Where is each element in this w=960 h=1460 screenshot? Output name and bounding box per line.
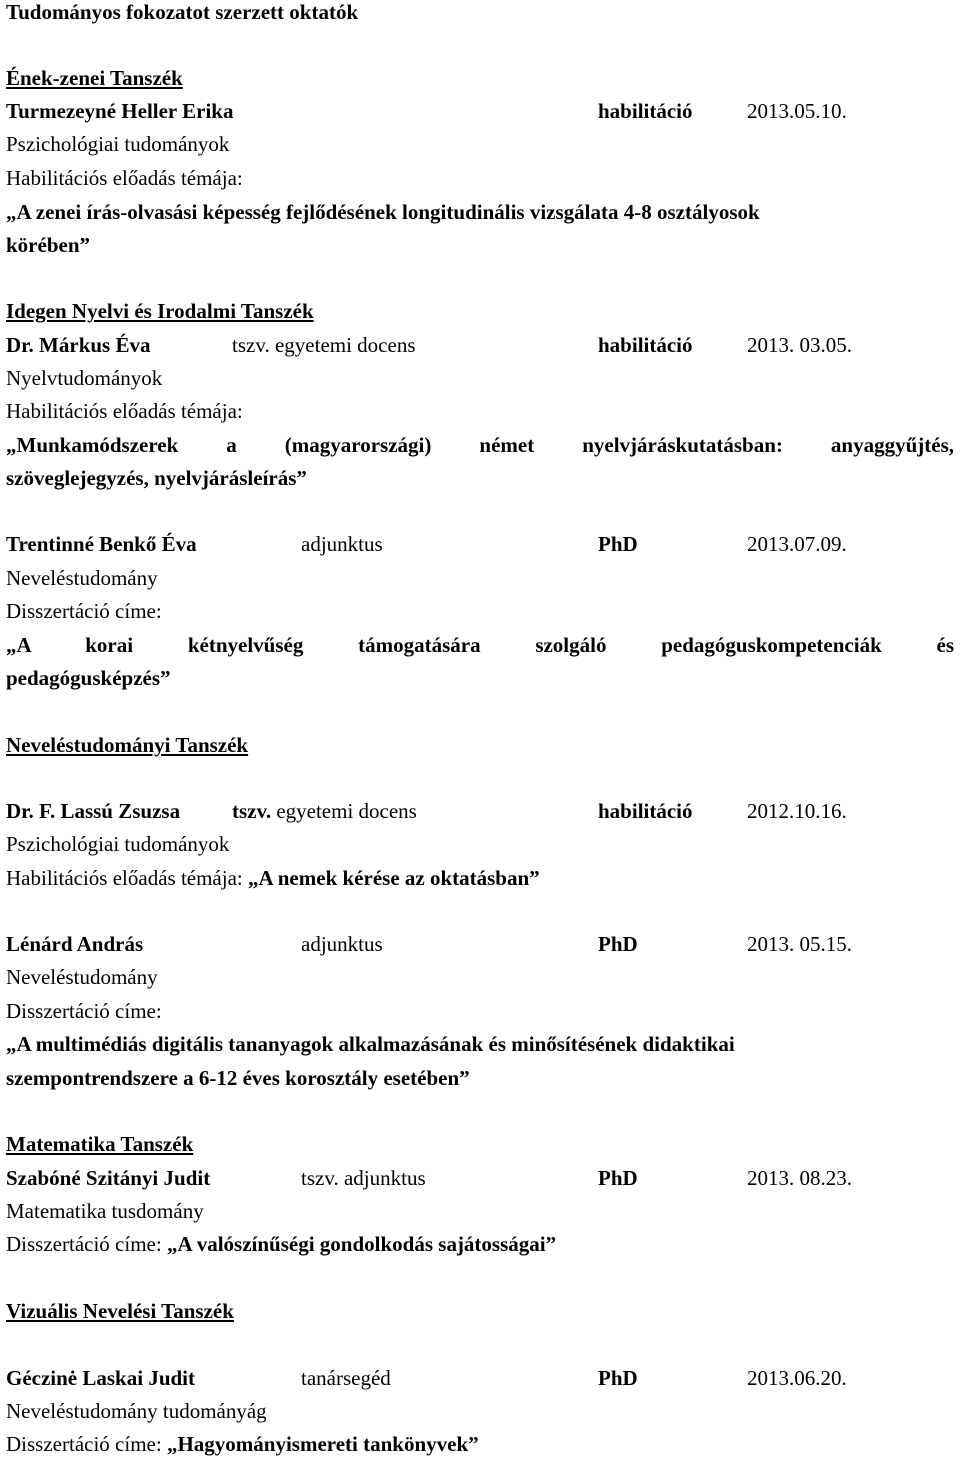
degree-date: 2013.06.20. [747, 1366, 847, 1390]
person-name: Géczinė Laskai Judit [6, 1366, 196, 1390]
department-heading-enek-zenei: Ének-zenei Tanszék [6, 66, 183, 90]
position-title: tanársegéd [301, 1366, 391, 1390]
person-name: Turmezeyné Heller Erika [6, 99, 234, 123]
topic-title-line1: „Munkamódszerek a (magyarországi) német nyelvjáráskutatásban: anyaggyűjtés, [6, 433, 954, 457]
topic-title-line1: „A multimédiás digitális tananyagok alkalmazásának és minősítésének didaktikai [6, 1032, 735, 1056]
person-name: Dr. Márkus Éva [6, 333, 151, 357]
position-prefix: tszv. [232, 799, 272, 823]
topic-label: Habilitációs előadás témája: [6, 399, 243, 423]
person-name: Trentinné Benkő Éva [6, 532, 197, 556]
topic-title: „Hagyományismereti tankönyvek” [166, 1432, 479, 1456]
scientific-field: Neveléstudomány [6, 965, 158, 989]
scientific-field: Neveléstudomány tudományág [6, 1399, 267, 1423]
position-rest: egyetemi docens [276, 799, 417, 823]
position-title [232, 799, 417, 823]
topic-line [6, 1432, 479, 1456]
degree-date: 2013. 03.05. [747, 333, 852, 357]
topic-label: Disszertáció címe: [6, 1432, 162, 1456]
topic-label: Disszertáció címe: [6, 999, 162, 1023]
topic-title-line2: szöveglejegyzés, nyelvjárásleírás” [6, 466, 307, 490]
topic-title-line1: „A zenei írás-olvasási képesség fejlődésének longitudinális vizsgálata 4-8 osztályosok [6, 200, 760, 224]
department-heading-matematika: Matematika Tanszék [6, 1132, 194, 1156]
position-title: adjunktus [301, 932, 383, 956]
degree-date: 2012.10.16. [747, 799, 847, 823]
department-heading-vizualis: Vizuális Nevelési Tanszék [6, 1299, 234, 1323]
department-heading-nevelestudomanyi: Neveléstudományi Tanszék [6, 733, 249, 757]
scientific-field: Pszichológiai tudományok [6, 832, 230, 856]
topic-title: „A nemek kérése az oktatásban” [248, 866, 540, 890]
position-title: adjunktus [301, 532, 383, 556]
person-name: Szabóné Szitányi Judit [6, 1166, 211, 1190]
department-heading-idegen-nyelvi: Idegen Nyelvi és Irodalmi Tanszék [6, 299, 314, 323]
topic-label: Disszertáció címe: [6, 1232, 162, 1256]
position-title: tszv. adjunktus [301, 1166, 426, 1190]
scientific-field: Nyelvtudományok [6, 366, 163, 390]
topic-label: Habilitációs előadás témája: [6, 866, 243, 890]
degree-date: 2013. 08.23. [747, 1166, 852, 1190]
topic-label: Habilitációs előadás témája: [6, 166, 243, 190]
page-title: Tudományos fokozatot szerzett oktatók [6, 0, 359, 24]
degree-type: PhD [598, 532, 638, 556]
degree-type: PhD [598, 1366, 638, 1390]
degree-date: 2013. 05.15. [747, 932, 852, 956]
topic-line [6, 866, 540, 890]
topic-title-line1: „A korai kétnyelvűség támogatására szolgáló pedagóguskompetenciák és [6, 633, 954, 657]
topic-label: Disszertáció címe: [6, 599, 162, 623]
topic-title-line2: pedagógusképzés” [6, 666, 171, 690]
scientific-field: Pszichológiai tudományok [6, 132, 230, 156]
topic-line [6, 1232, 556, 1256]
scientific-field: Neveléstudomány [6, 566, 158, 590]
degree-date: 2013.07.09. [747, 532, 847, 556]
topic-title-line2: szempontrendszere a 6-12 éves korosztály esetében” [6, 1066, 470, 1090]
topic-title: „A valószínűségi gondolkodás sajátosságai” [166, 1232, 557, 1256]
topic-title-line2: körében” [6, 233, 90, 257]
degree-type: PhD [598, 932, 638, 956]
degree-type: habilitáció [598, 333, 693, 357]
degree-type: habilitáció [598, 799, 693, 823]
position-title: tszv. egyetemi docens [232, 333, 416, 357]
person-name: Dr. F. Lassú Zsuzsa [6, 799, 181, 823]
degree-type: PhD [598, 1166, 638, 1190]
degree-date: 2013.05.10. [747, 99, 847, 123]
degree-type: habilitáció [598, 99, 693, 123]
person-name: Lénárd András [6, 932, 144, 956]
scientific-field: Matematika tusdomány [6, 1199, 204, 1223]
